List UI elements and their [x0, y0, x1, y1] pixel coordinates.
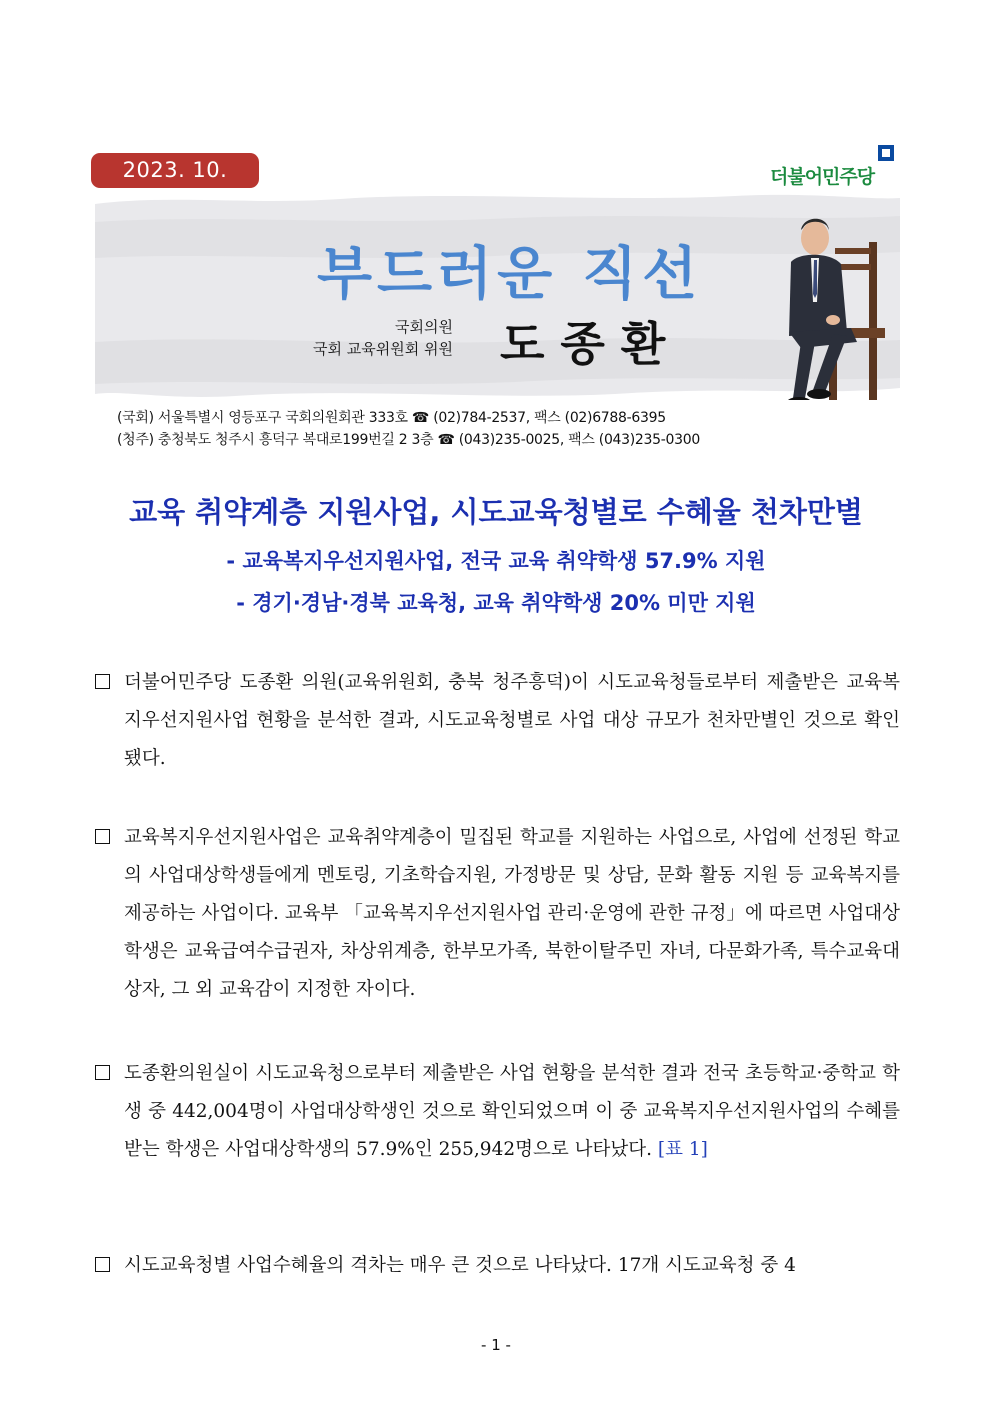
checkbox-bullet-icon — [95, 1257, 110, 1272]
paragraph-4 — [95, 1247, 900, 1285]
paragraph-text: 도종환의원실이 시도교육청으로부터 제출받은 사업 현황을 분석한 결과 전국 초등학교·중학교 학생 중 442,004명이 사업대상학생인 것으로 확인되었으며 이 중 교육복지우선지원사업의 수혜를 받는 학생은 사업대상학생의 57.9%인 255,942명으로 나타났다. — [124, 1063, 900, 1160]
portrait-photo — [771, 202, 891, 400]
party-mark-icon — [878, 145, 894, 161]
checkbox-bullet-icon — [95, 674, 110, 689]
contact-line-assembly: (국회) 서울특별시 영등포구 국회의원회관 333호 ☎ (02)784-2537, 팩스 (02)6788-6395 — [117, 410, 666, 426]
checkbox-bullet-icon — [95, 829, 110, 844]
paragraph-text: 시도교육청별 사업수혜율의 격차는 매우 큰 것으로 나타났다. 17개 시도교육청 중 4 — [124, 1255, 796, 1276]
member-roles — [313, 316, 453, 360]
role-line-1: 국회의원 — [394, 318, 453, 336]
contact-info — [117, 407, 700, 451]
paragraph-3 — [95, 1055, 900, 1169]
header-banner — [95, 192, 900, 400]
headline-subtitle-1: - 교육복지우선지원사업, 전국 교육 취약학생 57.9% 지원 — [226, 549, 766, 573]
party-logo — [770, 145, 900, 191]
role-line-2: 국회 교육위원회 위원 — [313, 340, 453, 358]
headline-title: 교육 취약계층 지원사업, 시도교육청별로 수혜율 천차만별 — [129, 495, 863, 529]
table-reference: [표 1] — [657, 1139, 708, 1160]
paragraph-1 — [95, 664, 900, 778]
paragraph-text: 교육복지우선지원사업은 교육취약계층이 밀집된 학교를 지원하는 사업으로, 사업에 선정된 학교의 사업대상학생들에게 멘토링, 기초학습지원, 가정방문 및 상담, 문화 활동 지원 등 교육복지를 제공하는 사업이다. 교육부 「교육복지우선지원사업 관리·운영에 관한 규정」에 따르면 사업대상학생은 교육급여수급권자, 차상위계층, 한부모가족, 북한이탈주민 자녀, 다문화가족, 특수교육대상자, 그 외 교육감이 지정한 자이다. — [124, 827, 900, 1000]
party-name: 더불어민주당 — [770, 166, 875, 188]
page-number: - 1 - — [481, 1336, 511, 1354]
paragraph-2 — [95, 819, 900, 1009]
slogan: 부드러운 직선 — [317, 241, 703, 307]
paragraph-text: 더불어민주당 도종환 의원(교육위원회, 충북 청주흥덕)이 시도교육청들로부터 제출받은 교육복지우선지원사업 현황을 분석한 결과, 시도교육청별로 사업 대상 규모가 천차만별인 것으로 확인됐다. — [124, 672, 900, 769]
contact-line-cheongju: (청주) 충청북도 청주시 흥덕구 복대로199번길 2 3층 ☎ (043)235-0025, 팩스 (043)235-0300 — [117, 432, 700, 448]
date-badge: 2023. 10. — [91, 153, 259, 188]
headline-subtitle-2: - 경기·경남·경북 교육청, 교육 취약학생 20% 미만 지원 — [236, 591, 756, 615]
member-name: 도종환 — [500, 317, 682, 371]
checkbox-bullet-icon — [95, 1065, 110, 1080]
headline — [0, 490, 992, 617]
